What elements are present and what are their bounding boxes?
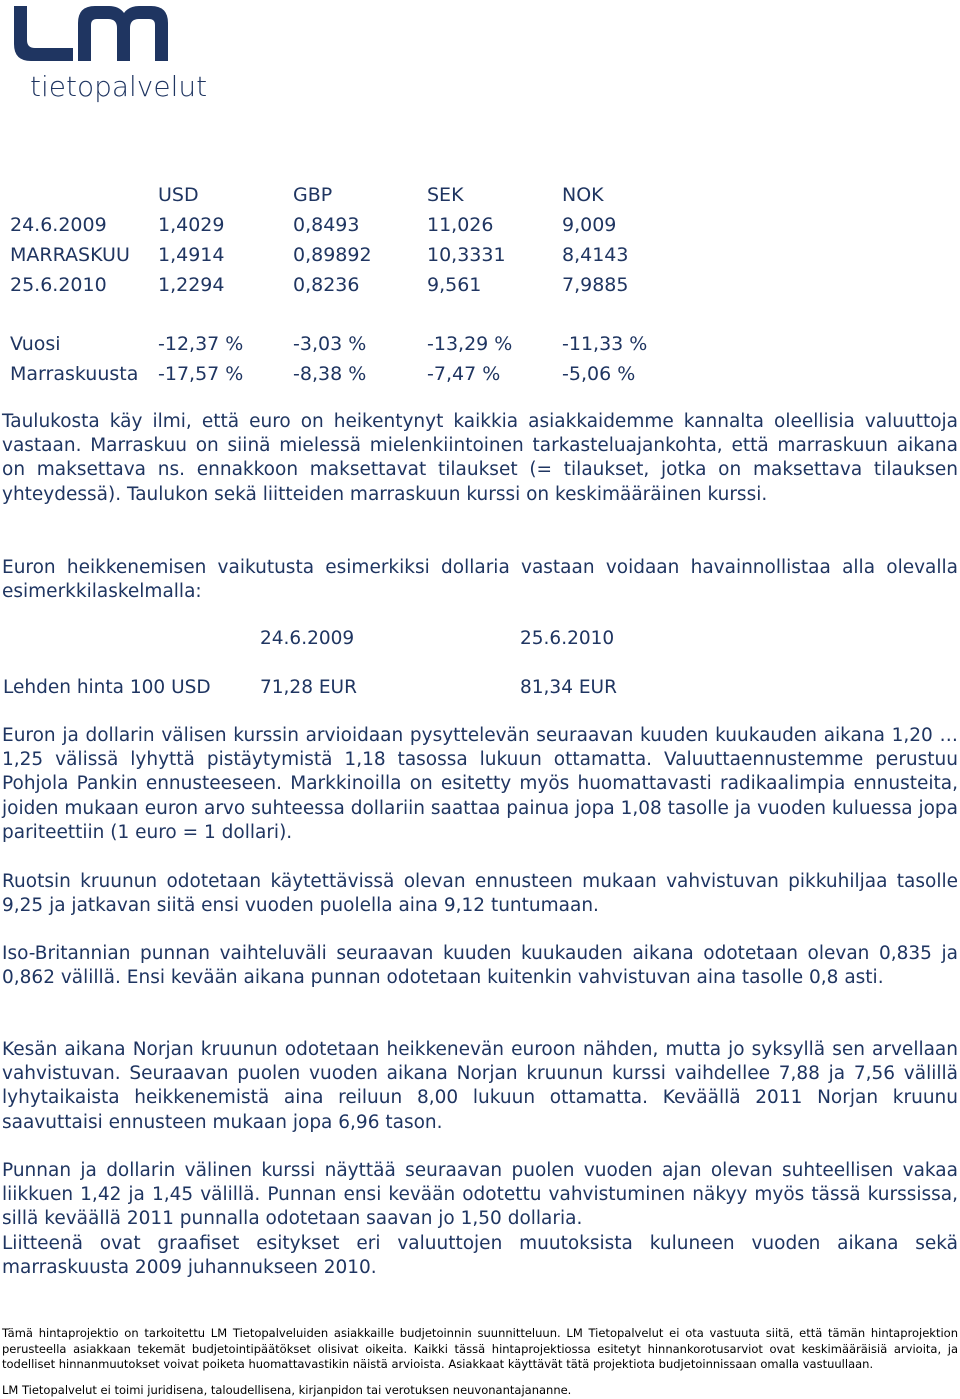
footer-disclaimer: Tämä hintaprojektio on tarkoitettu LM Tietopalveluiden asiakkaille budjetoinnin suunnitteluun. LM Tietopalvelut ei ota vastuuta siitä, että tämän hintaprojektion perusteella asiakkaan tekemät budjetointipäätökset olisivat oikeita. Kaikki tässä hintaprojektiossa esitetyt hinnankorotusarviot ovat keskimääräisiä arvioita, ja todelliset hinnanmuutokset voivat poiketa huomattavastikin näistä arvioista. Asiakkaat käyttävät tätä projektiota budjetoinnissaan omalla vastuullaan. [2, 1326, 958, 1371]
example-value-1: 71,28 EUR [260, 677, 357, 698]
change-row [0, 359, 960, 389]
row-label: Vuosi [10, 333, 61, 355]
table-header-row [0, 180, 960, 210]
cell-usd: 1,4029 [158, 214, 225, 236]
row-label: MARRASKUU [10, 244, 130, 266]
lm-logo [8, 0, 208, 120]
header-gbp: GBP [293, 184, 333, 206]
cell-nok: -5,06 % [562, 363, 636, 385]
row-label: 24.6.2009 [10, 214, 107, 236]
cell-gbp: 0,8493 [293, 214, 360, 236]
paragraph-sek-forecast: Ruotsin kruunun odotetaan käytettävissä olevan ennusteen mukaan vahvistuvan pikkuhiljaa tasolle 9,25 ja jatkavan siitä ensi vuoden puolella aina 9,12 tuntumaan. [2, 871, 958, 917]
paragraph-gbp-forecast: Iso-Britannian punnan vaihteluväli seuraavan kuuden kuukauden aikana odotetaan olevan 0,835 ja 0,862 välillä. Ensi kevään aikana punnan odotetaan kuitenkin vahvistuvan aina tasolle 0,8 asti. [2, 943, 958, 989]
cell-sek: -13,29 % [427, 333, 513, 355]
cell-sek: -7,47 % [427, 363, 501, 385]
table-row [0, 270, 960, 300]
paragraph-table-explanation: Taulukosta käy ilmi, että euro on heikentynyt kaikkia asiakkaidemme kannalta oleellisia valuuttoja vastaan. Marraskuu on siinä mielessä mielenkiintoinen tarkasteluajankohta, että marraskuun aikana on maksettava ns. ennakkoon maksettavat tilaukset (= tilaukset, jotka on maksettava tilauksen yhteydessä). Taulukon sekä liitteiden marraskuun kurssi on keskimääräinen kurssi. [2, 411, 958, 505]
cell-sek: 9,561 [427, 274, 482, 296]
cell-usd: -12,37 % [158, 333, 244, 355]
cell-gbp: -3,03 % [293, 333, 367, 355]
lm-logo-mark [8, 0, 188, 70]
cell-gbp: 0,89892 [293, 244, 372, 266]
cell-sek: 11,026 [427, 214, 494, 236]
paragraph-usd-forecast: Euron ja dollarin välisen kurssin arvioidaan pysyttelevän seuraavan kuuden kuukauden aikana 1,20 … 1,25 välissä lyhyttä pistäytymistä 1,18 tasossa lukuun ottamatta. Valuuttaennustemme perustuu Pohjola Pankin ennusteeseen. Markkinoilla on esitetty myös huomattavasti radikaalimpia ennusteita, joiden mukaan euron arvo suhteessa dollariin saattaa painua jopa 1,08 tasolle ja vuoden kuluessa jopa pariteettiin (1 euro = 1 dollari). [2, 725, 958, 843]
table-row [0, 210, 960, 240]
paragraph-attachments: Liitteenä ovat graafiset esitykset eri valuuttojen muutoksista kuluneen vuoden aikana sekä marraskuusta 2009 juhannukseen 2010. [2, 1233, 958, 1279]
cell-sek: 10,3331 [427, 244, 506, 266]
example-label: Lehden hinta 100 USD [3, 677, 211, 698]
example-value-2: 81,34 EUR [520, 677, 617, 698]
row-label: 25.6.2010 [10, 274, 107, 296]
cell-nok: 8,4143 [562, 244, 629, 266]
cell-usd: -17,57 % [158, 363, 244, 385]
table-row [0, 240, 960, 270]
example-header-row [0, 624, 960, 654]
cell-gbp: -8,38 % [293, 363, 367, 385]
example-value-row [0, 673, 960, 703]
logo-wordmark: tietopalvelut [30, 70, 208, 103]
row-label: Marraskuusta [10, 363, 139, 385]
cell-usd: 1,2294 [158, 274, 225, 296]
example-date-1: 24.6.2009 [260, 628, 355, 649]
paragraph-example-intro: Euron heikkenemisen vaikutusta esimerkiksi dollaria vastaan voidaan havainnollistaa alla olevalla esimerkkilaskelmalla: [2, 557, 958, 603]
cell-nok: -11,33 % [562, 333, 648, 355]
footer-legal-note: LM Tietopalvelut ei toimi juridisena, taloudellisena, kirjanpidon tai verotuksen neuvonantajananne. [2, 1383, 572, 1397]
change-row [0, 329, 960, 359]
header-usd: USD [158, 184, 199, 206]
cell-gbp: 0,8236 [293, 274, 360, 296]
paragraph-gbp-usd-forecast: Punnan ja dollarin välinen kurssi näyttää seuraavan puolen vuoden ajan olevan suhteellisen vakaa liikkuen 1,42 ja 1,45 välillä. Punnan ensi kevään odotettu vahvistuminen näkyy myös tässä kurssissa, sillä keväällä 2011 punnalla odotetaan saavan jo 1,50 dollaria. [2, 1160, 958, 1230]
cell-usd: 1,4914 [158, 244, 225, 266]
header-sek: SEK [427, 184, 464, 206]
cell-nok: 7,9885 [562, 274, 629, 296]
cell-nok: 9,009 [562, 214, 617, 236]
paragraph-nok-forecast: Kesän aikana Norjan kruunun odotetaan heikkenevän euroon nähden, mutta jo syksyllä sen arvellaan vahvistuvan. Seuraavan puolen vuoden aikana Norjan kruunun kurssi vaihdellee 7,88 ja 7,56 välillä lyhytaikaista heikkenemistä aina reiluun 8,00 lukuun ottamatta. Keväällä 2011 Norjan kruunu saavuttaisi ennusteen mukaan jopa 6,96 tason. [2, 1039, 958, 1133]
header-nok: NOK [562, 184, 604, 206]
example-date-2: 25.6.2010 [520, 628, 615, 649]
